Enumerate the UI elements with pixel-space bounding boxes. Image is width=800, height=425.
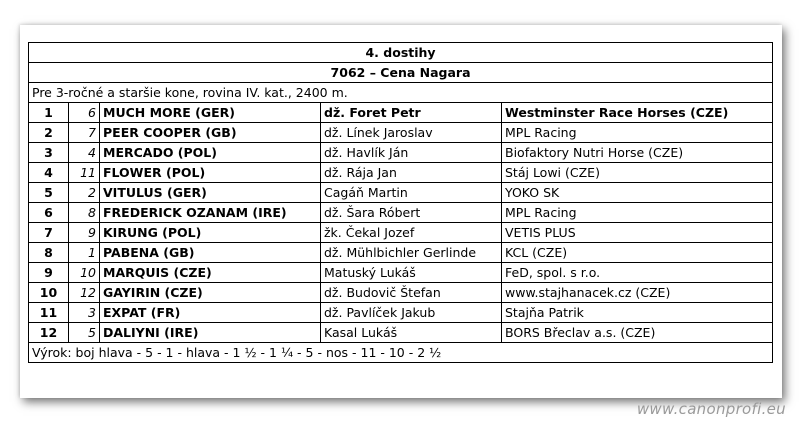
owner-name: MPL Racing: [502, 123, 773, 143]
owner-name: Stáj Lowi (CZE): [502, 163, 773, 183]
watermark: www.canonprofi.eu: [636, 400, 786, 418]
jockey-name: dž. Mühlbichler Gerlinde: [321, 243, 502, 263]
start-number: 7: [69, 123, 100, 143]
owner-name: KCL (CZE): [502, 243, 773, 263]
start-number: 10: [69, 263, 100, 283]
finish-place: 4: [29, 163, 69, 183]
horse-name: MARQUIS (CZE): [100, 263, 321, 283]
result-row: [29, 203, 773, 223]
result-row: [29, 303, 773, 323]
start-number: 4: [69, 143, 100, 163]
start-number: 12: [69, 283, 100, 303]
race-conditions: Pre 3-ročné a staršie kone, rovina IV. kat., 2400 m.: [29, 83, 773, 103]
start-number: 6: [69, 103, 100, 123]
race-conditions-row: [29, 83, 773, 103]
start-number: 1: [69, 243, 100, 263]
result-row: [29, 143, 773, 163]
finish-place: 5: [29, 183, 69, 203]
owner-name: Westminster Race Horses (CZE): [502, 103, 773, 123]
owner-name: YOKO SK: [502, 183, 773, 203]
owner-name: MPL Racing: [502, 203, 773, 223]
finish-place: 7: [29, 223, 69, 243]
horse-name: FREDERICK OZANAM (IRE): [100, 203, 321, 223]
race-number-row: [29, 43, 773, 63]
horse-name: FLOWER (POL): [100, 163, 321, 183]
owner-name: Stajňa Patrik: [502, 303, 773, 323]
horse-name: EXPAT (FR): [100, 303, 321, 323]
owner-name: BORS Břeclav a.s. (CZE): [502, 323, 773, 343]
jockey-name: dž. Budovič Štefan: [321, 283, 502, 303]
result-row: [29, 283, 773, 303]
result-row: [29, 223, 773, 243]
owner-name: VETIS PLUS: [502, 223, 773, 243]
horse-name: VITULUS (GER): [100, 183, 321, 203]
result-row: [29, 263, 773, 283]
horse-name: PABENA (GB): [100, 243, 321, 263]
finish-place: 1: [29, 103, 69, 123]
finish-place: 6: [29, 203, 69, 223]
result-row: [29, 183, 773, 203]
start-number: 9: [69, 223, 100, 243]
finish-place: 9: [29, 263, 69, 283]
result-row: [29, 323, 773, 343]
verdict-text: Výrok: boj hlava - 5 - 1 - hlava - 1 ½ - 1 ¼ - 5 - nos - 11 - 10 - 2 ½: [29, 343, 773, 363]
finish-place: 10: [29, 283, 69, 303]
finish-place: 2: [29, 123, 69, 143]
jockey-name: Matuský Lukáš: [321, 263, 502, 283]
jockey-name: dž. Foret Petr: [321, 103, 502, 123]
horse-name: MUCH MORE (GER): [100, 103, 321, 123]
result-row: [29, 123, 773, 143]
finish-place: 12: [29, 323, 69, 343]
results-sheet: [20, 25, 782, 398]
finish-place: 11: [29, 303, 69, 323]
race-number: 4. dostihy: [29, 43, 773, 63]
horse-name: KIRUNG (POL): [100, 223, 321, 243]
jockey-name: dž. Pavlíček Jakub: [321, 303, 502, 323]
jockey-name: Kasal Lukáš: [321, 323, 502, 343]
result-row: [29, 163, 773, 183]
owner-name: Biofaktory Nutri Horse (CZE): [502, 143, 773, 163]
result-row: [29, 243, 773, 263]
horse-name: DALIYNI (IRE): [100, 323, 321, 343]
result-row: [29, 103, 773, 123]
jockey-name: dž. Rája Jan: [321, 163, 502, 183]
start-number: 8: [69, 203, 100, 223]
jockey-name: Cagáň Martin: [321, 183, 502, 203]
race-results-table: [28, 42, 773, 363]
horse-name: MERCADO (POL): [100, 143, 321, 163]
start-number: 2: [69, 183, 100, 203]
finish-place: 8: [29, 243, 69, 263]
start-number: 3: [69, 303, 100, 323]
verdict-row: [29, 343, 773, 363]
jockey-name: dž. Havlík Ján: [321, 143, 502, 163]
finish-place: 3: [29, 143, 69, 163]
jockey-name: žk. Čekal Jozef: [321, 223, 502, 243]
owner-name: FeD, spol. s r.o.: [502, 263, 773, 283]
horse-name: GAYIRIN (CZE): [100, 283, 321, 303]
jockey-name: dž. Línek Jaroslav: [321, 123, 502, 143]
start-number: 11: [69, 163, 100, 183]
jockey-name: dž. Šara Róbert: [321, 203, 502, 223]
horse-name: PEER COOPER (GB): [100, 123, 321, 143]
start-number: 5: [69, 323, 100, 343]
race-name: 7062 – Cena Nagara: [29, 63, 773, 83]
race-name-row: [29, 63, 773, 83]
owner-name: www.stajhanacek.cz (CZE): [502, 283, 773, 303]
